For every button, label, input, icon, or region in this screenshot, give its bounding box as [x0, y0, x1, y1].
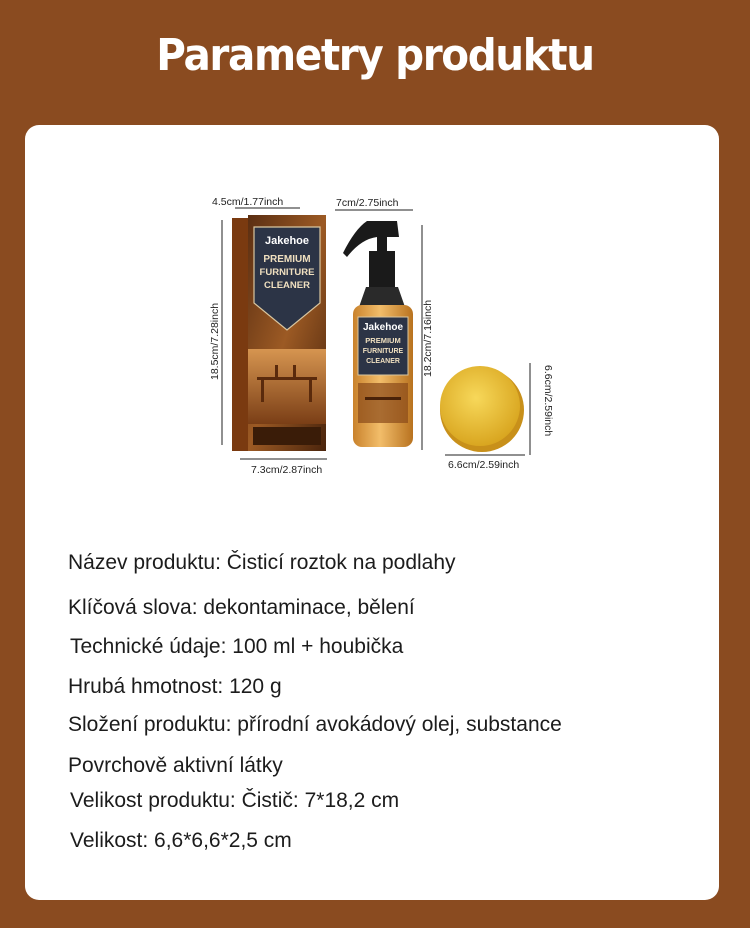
spec-keywords: Klíčová slova: dekontaminace, bělení [68, 596, 415, 619]
spec-composition-cont: Povrchově aktivní látky [68, 754, 283, 777]
sponge-width-label: 6.6cm/2.59inch [448, 459, 520, 471]
product-image [25, 125, 719, 625]
bottle-height-dimension [422, 225, 434, 450]
box-depth-label: 7.3cm/2.87inch [251, 464, 323, 476]
box-width-label: 4.5cm/1.77inch [212, 196, 284, 208]
bottle-product-line1: PREMIUM [365, 336, 401, 345]
spec-gross-weight: Hrubá hmotnost: 120 g [68, 675, 282, 698]
box-product-line2: FURNITURE [259, 267, 315, 278]
product-box [232, 215, 326, 451]
bottle-width-dimension [335, 197, 413, 210]
box-brand-label: Jakehoe [264, 235, 310, 247]
bottle-width-label: 7cm/2.75inch [336, 197, 399, 209]
bottle-product-line2: FURNITURE [362, 348, 404, 355]
bottle-brand-label: Jakehoe [362, 322, 404, 333]
box-product-line1: PREMIUM [263, 254, 311, 265]
product-card [25, 125, 719, 900]
bottle-product-line3: CLEANER [366, 358, 400, 365]
spec-product-size: Velikost produktu: Čistič: 7*18,2 cm [70, 789, 400, 812]
sponge [440, 363, 554, 471]
bottle-height-label: 18.2cm/7.16inch [422, 299, 434, 377]
spec-sponge-size: Velikost: 6,6*6,6*2,5 cm [70, 829, 292, 852]
sponge-height-label: 6.6cm/2.59inch [542, 365, 554, 437]
box-product-line3: CLEANER [264, 280, 310, 291]
spray-bottle [343, 221, 413, 447]
spec-product-name: Název produktu: Čisticí roztok na podlahy [68, 551, 456, 574]
box-width-dimension [212, 196, 300, 208]
spec-technical: Technické údaje: 100 ml + houbička [70, 635, 404, 658]
box-height-dimension [209, 220, 222, 445]
page-title: Parametry produktu [156, 30, 594, 81]
box-depth-dimension [240, 459, 327, 476]
box-height-label: 18.5cm/7.28inch [209, 302, 221, 380]
spec-composition: Složení produktu: přírodní avokádový olej, substance [68, 713, 562, 736]
